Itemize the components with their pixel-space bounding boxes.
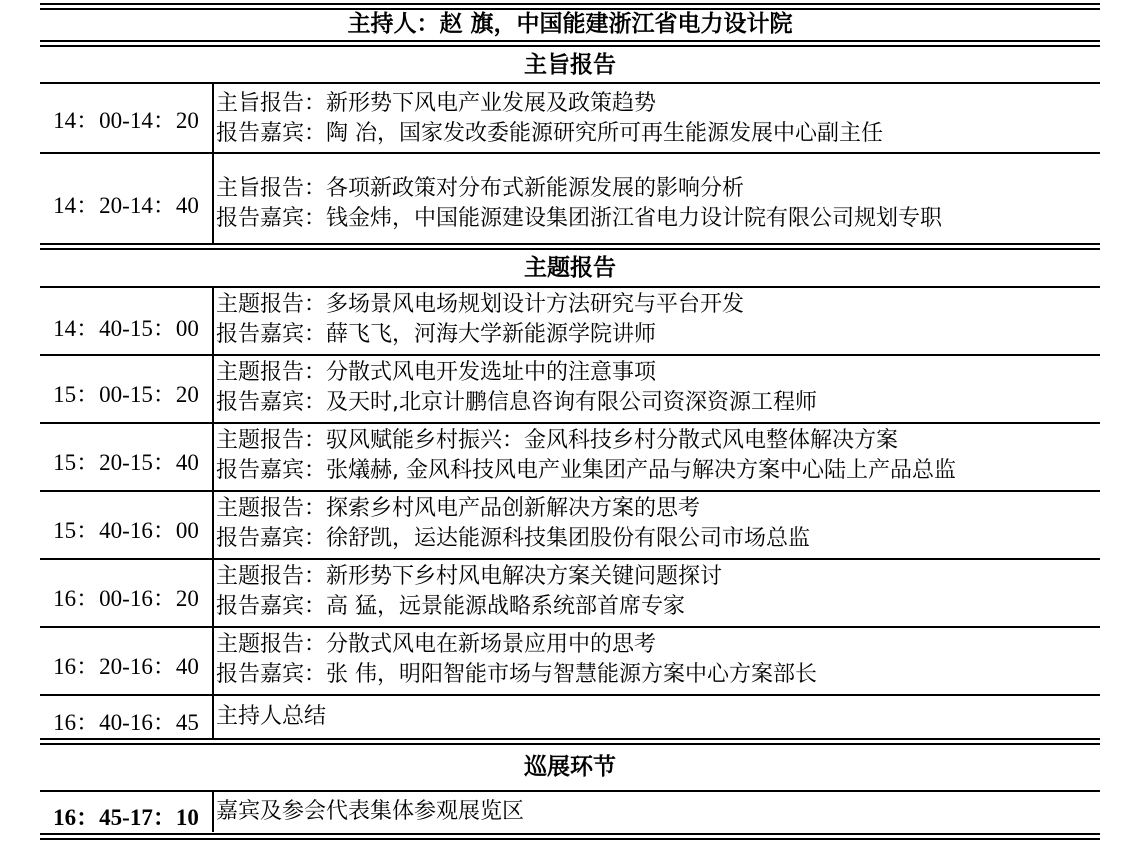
rule [40,243,1100,245]
time-slot: 15：00-15：20 [53,382,199,407]
talk-title: 主题报告：新形势下乡村风电解决方案关键问题探讨 [216,564,723,589]
rule [40,743,1100,745]
column-divider [212,154,214,243]
rule [40,3,1100,5]
host-title: 主持人：赵 旗，中国能建浙江省电力设计院 [347,11,793,37]
table-row [40,628,1100,694]
table-row [40,424,1100,490]
time-slot: 16：45-17：10 [53,805,199,830]
rule [40,838,1100,840]
table-row [40,560,1100,626]
table-row [40,492,1100,558]
talk-title: 主题报告：探索乡村风电产品创新解决方案的思考 [216,496,701,521]
table-row [40,154,1100,242]
time-slot: 16：20-16：40 [53,654,199,679]
rule [40,738,1100,740]
column-divider [212,792,214,832]
talk-title: 主题报告：多场景风电场规划设计方法研究与平台开发 [216,292,745,317]
time-slot: 14：20-14：40 [53,193,199,218]
talk-title: 主旨报告：新形势下风电产业发展及政策趋势 [216,91,657,116]
column-divider [212,84,214,152]
speaker: 报告嘉宾：高 猛，远景能源战略系统部首席专家 [216,594,685,619]
section-title-tour: 巡展环节 [524,754,616,780]
time-slot: 14：40-15：00 [53,316,199,341]
rule [40,40,1100,42]
column-divider [212,628,214,694]
time-slot: 15：20-15：40 [53,450,199,475]
talk-title: 嘉宾及参会代表集体参观展览区 [216,799,525,824]
rule [40,248,1100,250]
speaker: 报告嘉宾：张 伟，明阳智能市场与智慧能源方案中心方案部长 [216,662,817,687]
speaker: 报告嘉宾：钱金炜，中国能源建设集团浙江省电力设计院有限公司规划专职 [216,206,943,231]
time-slot: 16：40-16：45 [53,710,199,735]
speaker: 报告嘉宾：徐舒凯，运达能源科技集团股份有限公司市场总监 [216,526,811,551]
section-title-topics: 主题报告 [524,255,616,281]
column-divider [212,424,214,490]
table-row [40,792,1100,832]
section-title-keynote: 主旨报告 [524,52,616,78]
time-slot: 15：40-16：00 [53,518,199,543]
speaker: 报告嘉宾：及天时,北京计鹏信息咨询有限公司资深资源工程师 [216,390,817,415]
column-divider [212,356,214,422]
rule [40,833,1100,835]
rule [40,45,1100,47]
talk-title: 主持人总结 [216,704,327,729]
talk-title: 主题报告：分散式风电在新场景应用中的思考 [216,632,657,657]
talk-title: 主题报告：驭风赋能乡村振兴：金风科技乡村分散式风电整体解决方案 [216,428,899,453]
time-slot: 16：00-16：20 [53,586,199,611]
column-divider [212,560,214,626]
column-divider [212,492,214,558]
table-row [40,696,1100,738]
table-row [40,356,1100,422]
table-row [40,84,1100,152]
table-row [40,288,1100,354]
speaker: 报告嘉宾：陶 冶，国家发改委能源研究所可再生能源发展中心副主任 [216,121,883,146]
talk-title: 主旨报告：各项新政策对分布式新能源发展的影响分析 [216,176,745,201]
column-divider [212,696,214,738]
speaker: 报告嘉宾：张燨赫, 金风科技风电产业集团产品与解决方案中心陆上产品总监 [216,458,956,483]
speaker: 报告嘉宾：薛飞飞，河海大学新能源学院讲师 [216,322,657,347]
time-slot: 14：00-14：20 [53,108,199,133]
column-divider [212,288,214,354]
talk-title: 主题报告：分散式风电开发选址中的注意事项 [216,360,657,385]
